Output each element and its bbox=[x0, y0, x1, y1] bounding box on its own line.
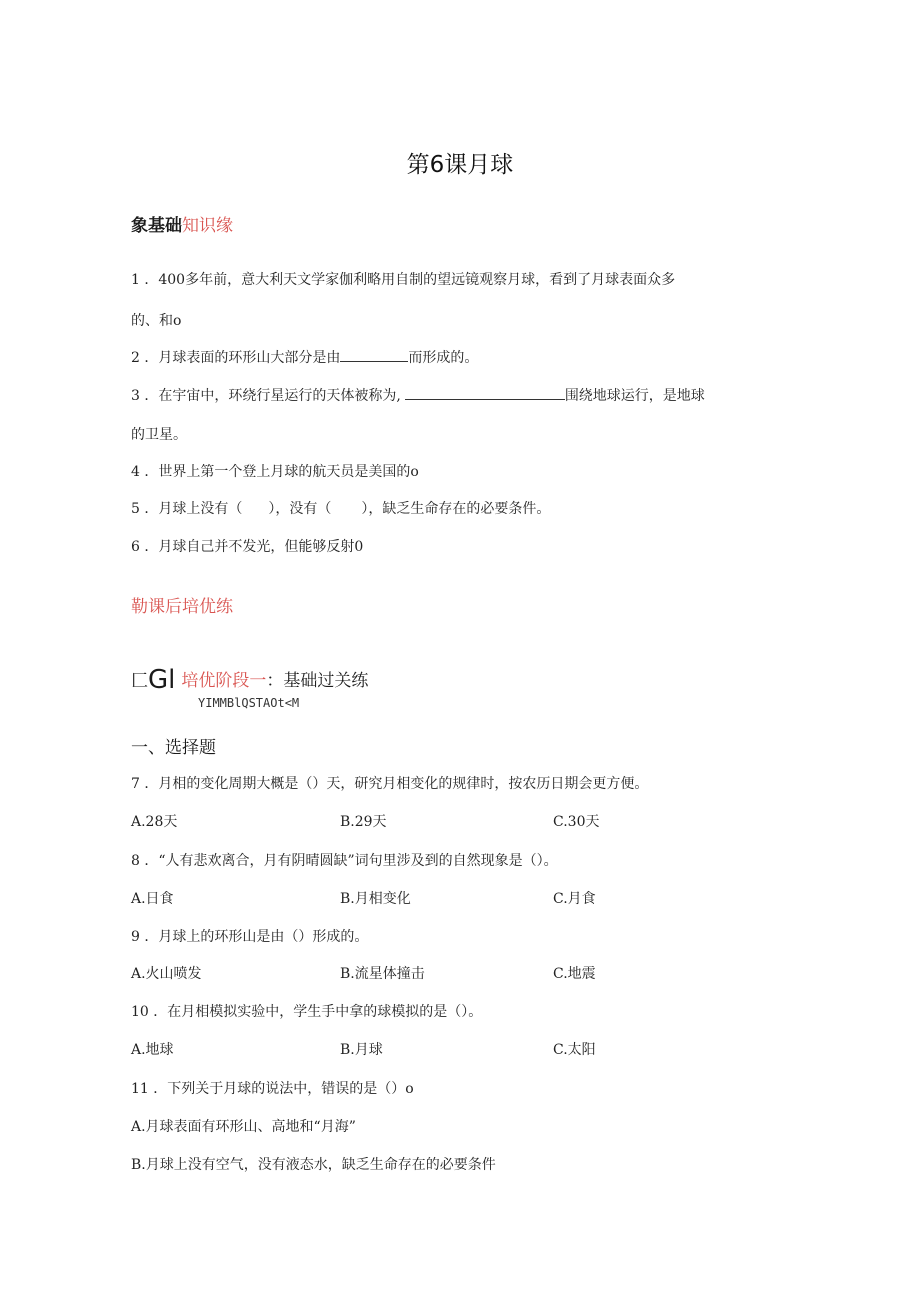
question-4: 4 ．世界上第一个登上月球的航天员是美国的o bbox=[131, 464, 419, 480]
option-b[interactable]: B.流星体撞击 bbox=[340, 966, 425, 982]
question-5 bbox=[131, 498, 550, 518]
option-b[interactable]: B.29天 bbox=[340, 814, 387, 830]
option-a[interactable]: A.28天 bbox=[131, 814, 178, 830]
option-b[interactable]: B.月球 bbox=[340, 1042, 383, 1058]
stage-rest: 基础过关练 bbox=[283, 671, 369, 691]
question-3-after: 围绕地球运行，是地球 bbox=[564, 388, 705, 404]
question-2-before: 2 ．月球表面的环形山大部分是由 bbox=[131, 350, 341, 366]
option-a[interactable]: A.月球表面有环形山、高地和“月海” bbox=[131, 1119, 356, 1135]
question-3-before: 3 ．在宇宙中，环绕行星运行的天体被称为, bbox=[131, 388, 401, 404]
question-10: 10 ．在月相模拟实验中，学生手中拿的球模拟的是（）。 bbox=[131, 1004, 483, 1020]
stage-subtitle: YIMMBlQSTAOt<M bbox=[198, 696, 300, 710]
question-9: 9 ．月球上的环形山是由（）形成的。 bbox=[131, 929, 369, 945]
question-11: 11 ．下列关于月球的说法中，错误的是（）o bbox=[131, 1081, 414, 1097]
question-3 bbox=[131, 385, 705, 405]
question-1-line1: 1 ．400多年前，意大利天文学家伽利略用自制的望远镜观察月球，看到了月球表面众多 bbox=[131, 272, 676, 288]
question-5-part1: 5 ．月球上没有（ bbox=[131, 501, 243, 517]
option-c[interactable]: C.月食 bbox=[553, 891, 596, 907]
question-1-line2: 的、和o bbox=[131, 313, 182, 329]
stage-prefix: 匚 bbox=[131, 671, 148, 691]
answer-blank[interactable] bbox=[340, 349, 408, 362]
section-heading-red: 知识缘 bbox=[182, 216, 233, 236]
question-2-after: 而形成的。 bbox=[408, 350, 479, 366]
question-8: 8 ．“人有悲欢离合，月有阴晴圆缺”词句里涉及到的自然现象是（）。 bbox=[131, 853, 558, 869]
question-3-line2: 的卫星。 bbox=[131, 427, 187, 443]
option-a[interactable]: A.日食 bbox=[131, 891, 174, 907]
question-7: 7 ．月相的变化周期大概是（）天，研究月相变化的规律时，按农历日期会更方便。 bbox=[131, 776, 649, 792]
question-6: 6 ．月球自己并不发光，但能够反射0 bbox=[131, 539, 364, 555]
option-a[interactable]: A.火山喷发 bbox=[131, 966, 202, 982]
option-b[interactable]: B.月球上没有空气，没有液态水，缺乏生命存在的必要条件 bbox=[131, 1157, 496, 1173]
question-5-part2: ），没有（ bbox=[268, 501, 332, 517]
answer-blank[interactable] bbox=[405, 387, 565, 400]
option-c[interactable]: C.地震 bbox=[553, 966, 596, 982]
stage-gl: Gl bbox=[148, 665, 176, 695]
question-2 bbox=[131, 347, 478, 367]
option-b[interactable]: B.月相变化 bbox=[340, 891, 411, 907]
option-c[interactable]: C.30天 bbox=[553, 814, 600, 830]
option-c[interactable]: C.太阳 bbox=[553, 1042, 596, 1058]
page-title: 第6课月球 bbox=[406, 152, 514, 178]
stage-colon: ： bbox=[266, 671, 284, 691]
option-a[interactable]: A.地球 bbox=[131, 1042, 174, 1058]
choice-heading: 一、选择题 bbox=[131, 738, 216, 758]
section-heading-bold: 象基础 bbox=[131, 216, 182, 236]
section-heading-practice: 勒课后培优练 bbox=[131, 597, 233, 617]
stage-heading bbox=[131, 665, 368, 695]
stage-red: 培优阶段一 bbox=[181, 671, 267, 691]
section-heading-basics bbox=[131, 211, 233, 236]
question-5-part3: ），缺乏生命存在的必要条件。 bbox=[361, 501, 551, 517]
